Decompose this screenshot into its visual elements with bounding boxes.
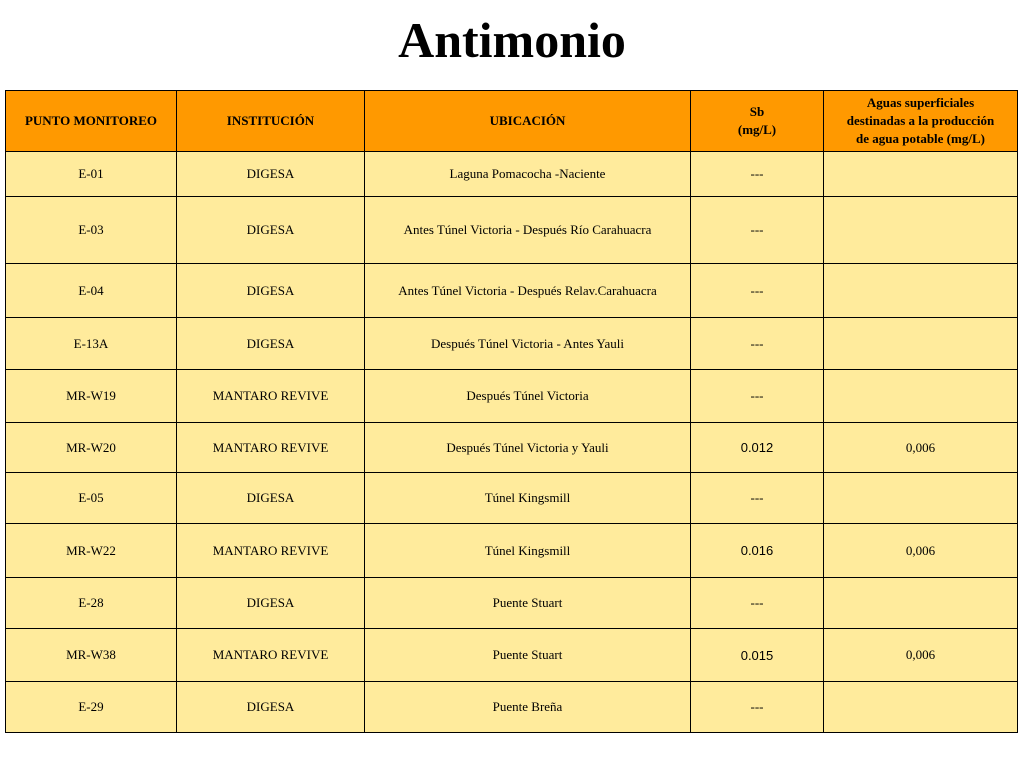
header-aguas-line3: de agua potable (mg/L)	[856, 131, 985, 146]
cell-sb: 0.015	[691, 629, 824, 682]
cell-ubicacion: Antes Túnel Victoria - Después Relav.Carahuacra	[365, 264, 691, 318]
header-aguas-superficiales	[824, 91, 1018, 152]
cell-estandar	[824, 318, 1018, 370]
cell-punto: E-03	[6, 197, 177, 264]
cell-punto: E-04	[6, 264, 177, 318]
cell-punto: E-01	[6, 152, 177, 197]
cell-punto: MR-W19	[6, 370, 177, 423]
cell-punto: MR-W38	[6, 629, 177, 682]
table-row	[6, 682, 1018, 733]
header-aguas-line2: destinadas a la producción	[846, 113, 995, 128]
header-aguas-line1: Aguas superficiales	[866, 95, 975, 110]
header-sb-line2: (mg/L)	[737, 122, 777, 137]
cell-sb: ---	[691, 578, 824, 629]
cell-punto: E-28	[6, 578, 177, 629]
cell-sb: ---	[691, 197, 824, 264]
table-row	[6, 152, 1018, 197]
header-ubicacion: UBICACIÓN	[365, 91, 691, 152]
header-punto-monitoreo: PUNTO MONITOREO	[6, 91, 177, 152]
cell-estandar: 0,006	[824, 423, 1018, 473]
cell-ubicacion: Después Túnel Victoria	[365, 370, 691, 423]
cell-punto: MR-W20	[6, 423, 177, 473]
cell-institucion: MANTARO REVIVE	[177, 524, 365, 578]
cell-ubicacion: Antes Túnel Victoria - Después Río Carahuacra	[365, 197, 691, 264]
table-row	[6, 370, 1018, 423]
cell-estandar	[824, 152, 1018, 197]
cell-institucion: DIGESA	[177, 318, 365, 370]
cell-estandar	[824, 682, 1018, 733]
cell-punto: E-29	[6, 682, 177, 733]
cell-estandar: 0,006	[824, 629, 1018, 682]
table-row	[6, 264, 1018, 318]
cell-institucion: DIGESA	[177, 473, 365, 524]
page-title: Antimonio	[398, 12, 626, 68]
cell-punto: E-05	[6, 473, 177, 524]
table-row	[6, 318, 1018, 370]
table-row	[6, 524, 1018, 578]
cell-institucion: MANTARO REVIVE	[177, 423, 365, 473]
cell-estandar	[824, 370, 1018, 423]
table-row	[6, 197, 1018, 264]
cell-institucion: MANTARO REVIVE	[177, 629, 365, 682]
table-row	[6, 473, 1018, 524]
cell-ubicacion: Laguna Pomacocha -Naciente	[365, 152, 691, 197]
header-row	[6, 91, 1018, 152]
cell-estandar	[824, 264, 1018, 318]
cell-estandar	[824, 197, 1018, 264]
cell-sb: ---	[691, 152, 824, 197]
table-row	[6, 578, 1018, 629]
cell-estandar	[824, 578, 1018, 629]
table-row	[6, 423, 1018, 473]
cell-sb: ---	[691, 682, 824, 733]
cell-ubicacion: Túnel Kingsmill	[365, 524, 691, 578]
cell-ubicacion: Puente Breña	[365, 682, 691, 733]
cell-institucion: DIGESA	[177, 682, 365, 733]
header-sb-line1: Sb	[749, 104, 765, 119]
cell-institucion: DIGESA	[177, 197, 365, 264]
cell-ubicacion: Puente Stuart	[365, 578, 691, 629]
cell-ubicacion: Después Túnel Victoria - Antes Yauli	[365, 318, 691, 370]
cell-sb: 0.012	[691, 423, 824, 473]
cell-punto: E-13A	[6, 318, 177, 370]
cell-institucion: DIGESA	[177, 578, 365, 629]
cell-ubicacion: Túnel Kingsmill	[365, 473, 691, 524]
header-sb	[691, 91, 824, 152]
cell-sb: ---	[691, 370, 824, 423]
cell-sb: ---	[691, 318, 824, 370]
cell-institucion: DIGESA	[177, 264, 365, 318]
cell-institucion: MANTARO REVIVE	[177, 370, 365, 423]
cell-estandar	[824, 473, 1018, 524]
cell-estandar: 0,006	[824, 524, 1018, 578]
cell-sb: ---	[691, 264, 824, 318]
table-row	[6, 629, 1018, 682]
header-institucion: INSTITUCIÓN	[177, 91, 365, 152]
cell-institucion: DIGESA	[177, 152, 365, 197]
antimony-table	[5, 90, 1018, 733]
cell-ubicacion: Después Túnel Victoria y Yauli	[365, 423, 691, 473]
cell-punto: MR-W22	[6, 524, 177, 578]
cell-sb: 0.016	[691, 524, 824, 578]
cell-ubicacion: Puente Stuart	[365, 629, 691, 682]
cell-sb: ---	[691, 473, 824, 524]
